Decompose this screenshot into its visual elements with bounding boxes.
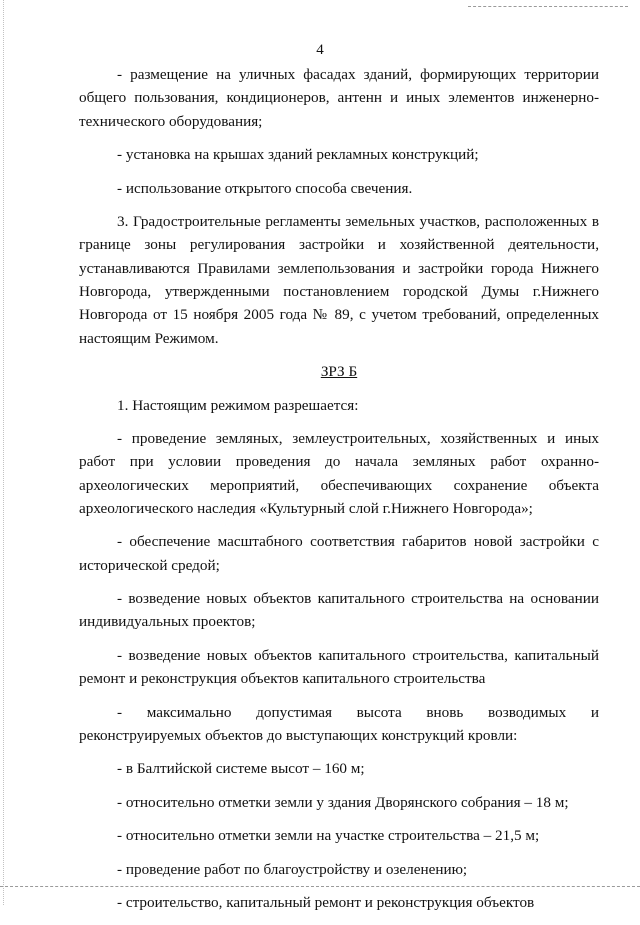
bottom-scan-edge xyxy=(0,886,640,888)
paragraph-construction-objects: - строительство, капитальный ремонт и реконструкция объектов xyxy=(117,894,535,912)
paragraph-site-height: - относительно отметки земли на участке строительства – 21,5 м; xyxy=(117,827,540,845)
page-number: 4 xyxy=(316,42,324,58)
paragraph-new-construction: - возведение новых объектов капитального строительства, капитальный ремонт и реконструкция объектов капитального строительства xyxy=(79,646,599,688)
document-body xyxy=(79,63,599,925)
paragraph-individual-projects: - возведение новых объектов капитального строительства на основании индивидуальных проектов; xyxy=(79,590,599,631)
paragraph-baltic-height: - в Балтийской системе высот – 160 м; xyxy=(117,760,365,778)
paragraph-landscaping: - проведение работ по благоустройству и озеленению; xyxy=(117,860,468,878)
paragraph-assembly-height: - относительно отметки земли у здания Дворянского собрания – 18 м; xyxy=(117,793,569,811)
paragraph-earthworks: - проведение земляных, землеустроительных, хозяйственных и иных работ при условии проведения до начала земляных работ охранно-археологических мероприятий, обеспечивающих сохранение объекта археологического наследия «Культурный слой г.Нижнего Новгорода»; xyxy=(79,429,599,517)
paragraph-urban-regulations: 3. Градостроительные регламенты земельных участков, расположенных в границе зоны регулирования застройки и хозяйственной деятельности, устанавливаются Правилами землепользования и застройки города Нижнего Новгорода, утвержденными постановлением городской Думы г.Нижнего Новгорода от 15 ноября 2005 года № 89, с учетом требований, определенных настоящим Режимом. xyxy=(79,213,599,347)
top-scan-edge xyxy=(468,6,628,8)
left-scan-edge xyxy=(3,0,5,905)
paragraph-scale-conformity: - обеспечение масштабного соответствия габаритов новой застройки с исторической средой; xyxy=(79,533,599,574)
paragraph-permitted-intro: 1. Настоящим режимом разрешается: xyxy=(117,396,359,414)
paragraph-open-lighting: - использование открытого способа свечения. xyxy=(117,179,413,197)
paragraph-max-height: - максимально допустимая высота вновь возводимых и реконструируемых объектов до выступающих конструкций кровли: xyxy=(79,703,599,744)
paragraph-facade-equipment: - размещение на уличных фасадах зданий, формирующих территории общего пользования, кондиционеров, антенн и иных элементов инженерно-технического оборудования; xyxy=(79,66,599,130)
section-heading: ЗРЗ Б xyxy=(320,363,358,381)
paragraph-roof-advertising: - установка на крышах зданий рекламных конструкций; xyxy=(117,146,479,164)
